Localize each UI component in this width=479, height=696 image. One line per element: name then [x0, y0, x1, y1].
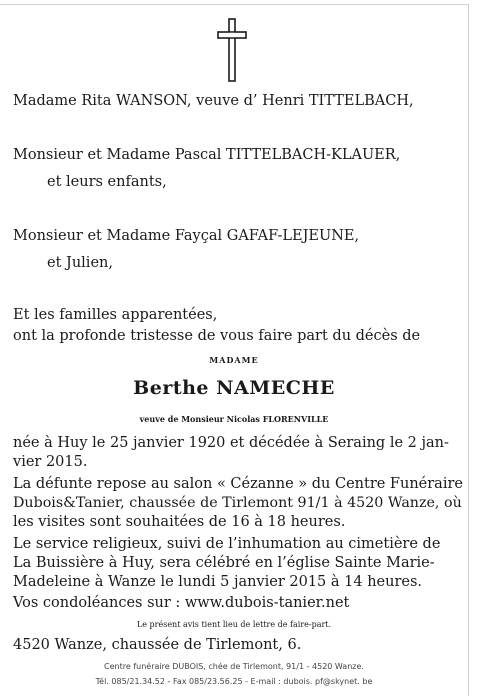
repose-line-3: les visites sont souhaitées de 16 à 18 heures. — [13, 514, 346, 530]
family-line-son-children: et leurs enfants, — [47, 174, 167, 190]
service-line-2: La Buissière à Huy, sera célébré en l’église Sainte Marie- — [13, 555, 435, 571]
notice-line: Le présent avis tient lieu de lettre de faire-part. — [136, 620, 332, 629]
family-line-daughter: Monsieur et Madame Fayçal GAFAF-LEJEUNE, — [13, 228, 360, 244]
family-line-daughter-child: et Julien, — [47, 255, 113, 271]
birth-death-line-1: née à Huy le 25 janvier 1920 et décédée à Seraing le 2 jan- — [13, 435, 449, 451]
address-line: 4520 Wanze, chaussée de Tirlemont, 6. — [13, 637, 302, 653]
footer-funeral-home: Centre funéraire DUBOIS, chée de Tirlemont, 91/1 - 4520 Wanze. — [104, 662, 364, 671]
latin-cross-icon — [217, 18, 247, 82]
family-line-widow: Madame Rita WANSON, veuve d’ Henri TITTELBACH, — [13, 93, 414, 109]
border-right — [468, 4, 469, 696]
border-top — [0, 4, 468, 5]
announcement-text: ont la profonde tristesse de vous faire part du décès de — [13, 328, 421, 344]
family-line-son: Monsieur et Madame Pascal TITTELBACH-KLAUER, — [13, 147, 401, 163]
footer-contact: Tél. 085/21.34.52 - Fax 085/23.56.25 - E-mail : dubois. pf@skynet. be — [95, 677, 373, 686]
deceased-title: MADAME — [209, 355, 259, 365]
deceased-name: Berthe NAMECHE — [133, 377, 335, 399]
deceased-widow-of: veuve de Monsieur Nicolas FLORENVILLE — [139, 414, 329, 424]
repose-line-2: Dubois&Tanier, chaussée de Tirlemont 91/1 à 4520 Wanze, où — [13, 495, 462, 511]
service-line-1: Le service religieux, suivi de l’inhumation au cimetière de — [13, 536, 441, 552]
service-line-3: Madeleine à Wanze le lundi 5 janvier 2015 à 14 heures. — [13, 574, 423, 590]
announcement-families: Et les familles apparentées, — [13, 307, 218, 323]
birth-death-line-2: vier 2015. — [13, 454, 88, 470]
repose-line-1: La défunte repose au salon « Cézanne » du Centre Funéraire — [13, 476, 463, 492]
condolences-line: Vos condoléances sur : www.dubois-tanier.net — [13, 595, 350, 611]
